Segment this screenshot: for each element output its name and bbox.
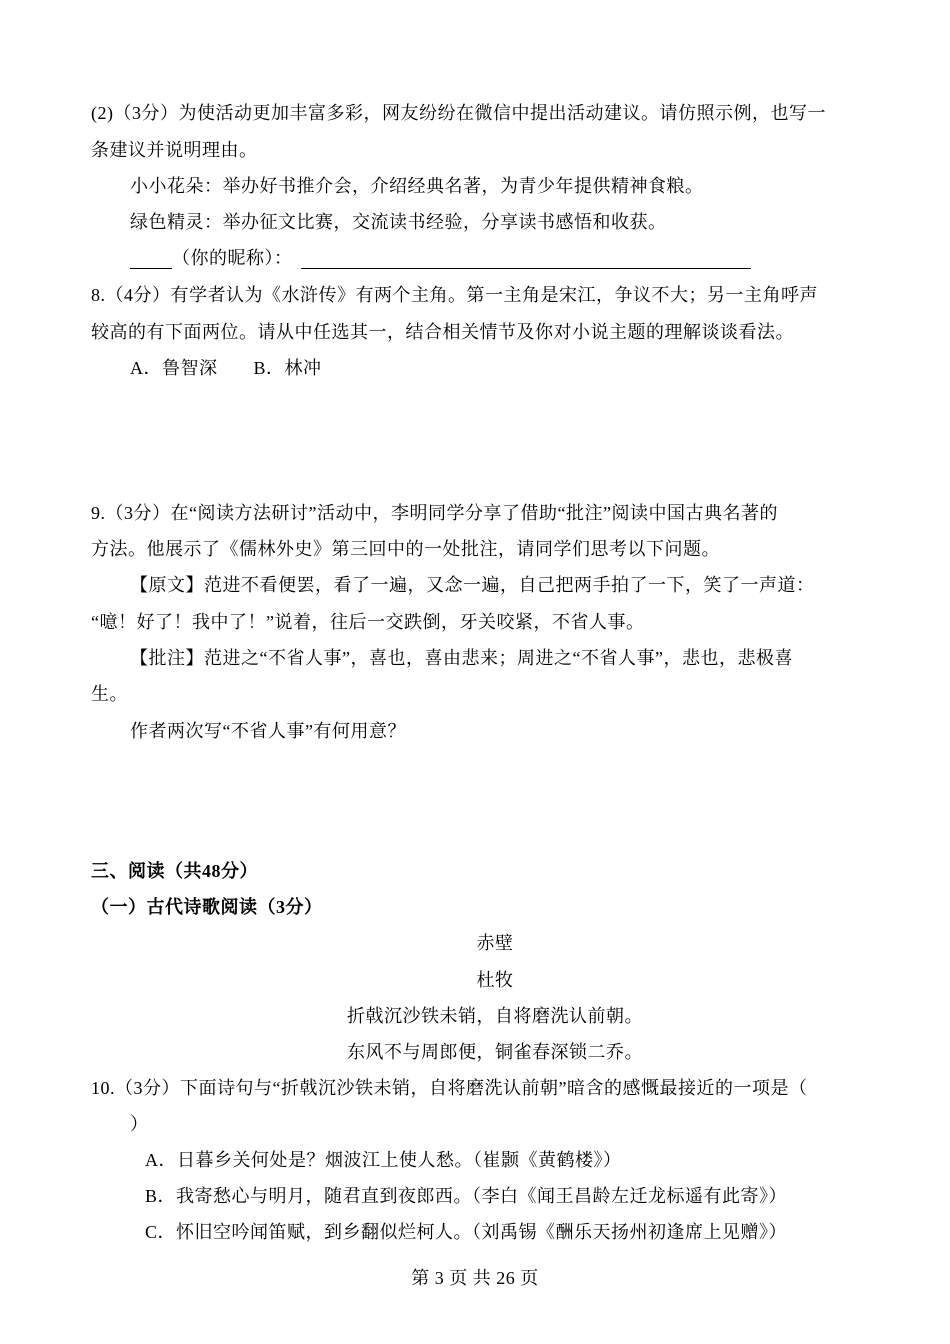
nickname-blank[interactable]	[130, 250, 172, 269]
section-3-title: 三、阅读（共48分）	[91, 861, 258, 881]
q8-line1: 8.（4分）有学者认为《水浒传》有两个主角。第一主角是宋江，争议不大；另一主角呼声	[91, 285, 818, 305]
poem-title: 赤壁	[476, 933, 514, 953]
q10-option-b: B．我寄愁心与明月，随君直到夜郎西。（李白《闻王昌龄左迁龙标遥有此寄》）	[145, 1186, 788, 1206]
q8-option-b: B．林冲	[253, 358, 322, 378]
poem-line2: 东风不与周郎便，铜雀春深锁二乔。	[347, 1042, 643, 1062]
q10-line2: ）	[130, 1114, 149, 1134]
poem-author: 杜牧	[476, 970, 514, 990]
page-footer: 第 3 页 共 26 页	[411, 1268, 539, 1288]
q9-original-line1: 【原文】范进不看便罢，看了一遍，又念一遍，自己把两手拍了一下，笑了一声道：	[130, 575, 815, 595]
q9-note-line1: 【批注】范进之“不省人事”，喜也，喜由悲来；周进之“不省人事”，悲也，悲极喜	[130, 648, 793, 668]
q8-option-a: A．鲁智深	[130, 358, 218, 378]
q9-original-line2: “噫！好了！我中了！”说着，往后一交跌倒，牙关咬紧，不省人事。	[91, 612, 645, 632]
q9-question: 作者两次写“不省人事”有何用意？	[130, 721, 406, 741]
poem-line1: 折戟沉沙铁未销，自将磨洗认前朝。	[347, 1006, 643, 1026]
q9-line1: 9.（3分）在“阅读方法研讨”活动中，李明同学分享了借助“批注”阅读中国古典名著的	[91, 503, 778, 523]
q10-option-c: C．怀旧空吟闻笛赋，到乡翻似烂柯人。（刘禹锡《酬乐天扬州初逢席上见赠》）	[145, 1222, 788, 1242]
q9-note-line2: 生。	[91, 684, 128, 704]
q7-2-example1: 小小花朵：举办好书推介会，介绍经典名著，为青少年提供精神食粮。	[130, 176, 704, 196]
q7-2-line1: (2)（3分）为使活动更加丰富多彩，网友纷纷在微信中提出活动建议。请仿照示例，也写一	[91, 103, 826, 123]
q10-line1: 10.（3分）下面诗句与“折戟沉沙铁未销，自将磨洗认前朝”暗含的感慨最接近的一项是（	[91, 1078, 808, 1098]
section-3-subtitle: （一）古代诗歌阅读（3分）	[91, 897, 323, 917]
nickname-label: （你的昵称）：	[172, 248, 293, 268]
q10-option-a: A．日暮乡关何处是？烟波江上使人愁。（崔颢《黄鹤楼》）	[145, 1150, 622, 1170]
nickname-row	[130, 247, 751, 269]
q7-2-example2: 绿色精灵：举办征文比赛，交流读书经验，分享读书感悟和收获。	[130, 212, 667, 232]
answer-blank[interactable]	[301, 250, 751, 269]
q7-2-line2: 条建议并说明理由。	[91, 140, 258, 160]
q8-line2: 较高的有下面两位。请从中任选其一，结合相关情节及你对小说主题的理解谈谈看法。	[91, 322, 794, 342]
q8-options	[130, 357, 322, 379]
q9-line2: 方法。他展示了《儒林外史》第三回中的一处批注，请同学们思考以下问题。	[91, 539, 720, 559]
